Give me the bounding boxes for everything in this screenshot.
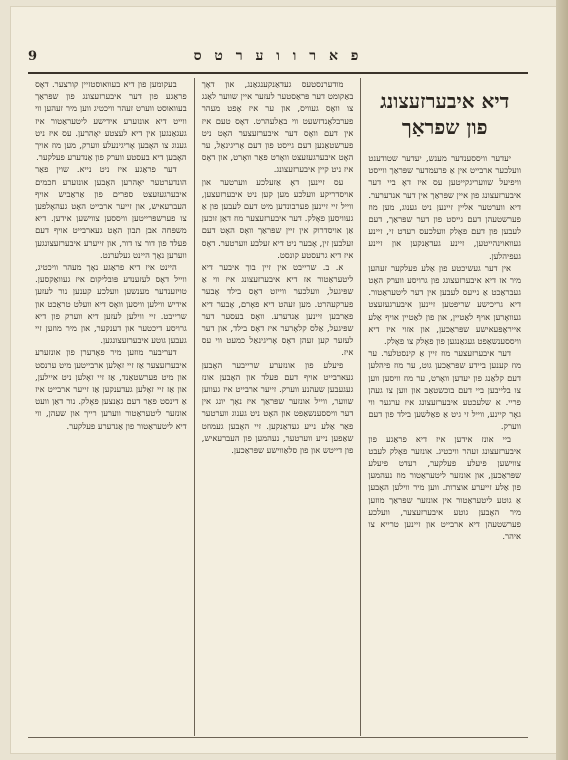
journal-title: פ א ר ו ו ע ר ט ס — [193, 47, 363, 64]
column-2 — [195, 78, 362, 736]
running-header — [28, 44, 528, 68]
paragraph: אין דער געשיכטע פון אַלע פעלקער זעהען מיר אז דיא איבערזעצונג פון גרויסע ווערק האָט געבראַכט אַ נייעס לעבען אין דער ליטעראַטור. דיא גריכישע שריפטען זיינען איבערגעזעצט געוואָרען אויף לאַטיין, און פון לאַטיין אויף אַלע אייראָפּעאישע שפּראַכען, און אזוי איז דיא וויססענשאַפט געגאַנגען פון פאָלק צו פאָלק. — [368, 262, 521, 347]
paragraph: דער איבערזעצער מוז זיין אַ קינסטלער. ער מוז קענען ביידע שפּראַכען גוט, ער מוז פיהלען דעם קלאַנג פון יעדען וואָרט, ער מוז וויסען ווען צו בלייבען ביי דעם בוכשטאַב און ווען צו געהן פריי. א שלעכטע איבערזעצונג איז ערגער ווי גאָר קיינע, ווייל זי גיט אַ פאַלשען בילד פון דעם ווערק. — [368, 348, 521, 432]
paragraph: מודערנסטעס געדאַנקענגאַנג, און דאָך באַקומט דער פּראַסטער לעזער איין שווער לאַנג צו וואָס געוויס, און ער איז אָפט מעהר פערבלאָנדזשעט ווי באַלעהרט. דאָס טעם איז אין דעם וואָס דער איבערזעצער האָט ניט פערשטאַנען דעם גייסט פון דעם אָריגינאַל, ער האָט איבערגעזעצט וואָרט פאַר וואָרט, און דאָס איז ניט קיין איבערזעצונג. — [201, 79, 354, 175]
paragraph: ביי אונז אידען איז דיא פראַגע פון איבערזעצונג זעהר וויכטיג. אונזער פאָלק לעבט צווישען פיעלע פעלקער, רעדט פיעלע שפּראַכען, און אונזער ליטעראַטור מוז נעהמען פון אַלע זייערע אוצרות. ווען מיר ווילען האָבען אַ גוטע ליטעראַטור אין אונזער שפּראַך מוזען מיר האָבען גוטע איבערזעצער, וועלכע פערשטעהן דיא ארבייט און זיינען טרייא צו איהר. — [368, 433, 521, 542]
paragraph: יעדער וויססענדער מענש, יעדער שטודענט וועלכער ארבייט אין אַ פרעמדער שפּראַך ווייסט וויפיעל שוועריגקייטען עס איז דאָ ביי דער איבערזעצונג פון איין שפּראַך אין דער אנדערער. דיא ווערטער אליין זיינען ניט גענוג, מען מוז פערשטעהן דעם גייסט פון דער שפּראַך, דעם לעבען פון דעם פאָלק וועלכעס רעדט זי, זיינע געוואוינהייטען, זיינע געדאַנקען און זיינע געפיהלען. — [368, 153, 521, 261]
paragraph: עס זיינען דאָ אַזעלכע ווערטער און אויסדריקע וועלכע מען קען ניט איבערזעצען, ווייל זיי זיינען פערבונדען מיט דעם לעבען פון אַ געוויסען פאָלק. דער איבערזעצער מוז דאַן זוכען אַן אויסדרוק אין זיין שפּראַך וואָס האָט דעם זעלבען זין, אָבער ניט דיא זעלבע ווערטער. דאָס איז דיא גרעסטע קונסט. — [201, 176, 354, 260]
text-columns — [28, 78, 528, 736]
paragraph: היינט איז דיא פראַגע נאָך מעהר וויכטיג, ווייל דאָס לעזענדע פּובליקום איז געוואַקסען. טויזענדער מענשען וועלכע קענען נור לעזען אידיש ווילען וויסען וואָס דיא וועלט טראַכט און שרייבט. זיי ווילען לעזען דיא ווערק פון דיא גרויסע דיכטער און דענקער, און מיר מוזען זיי געבען גוטע איבערזעצונגען. — [35, 262, 187, 346]
paragraph: בעקומען פון דיא בעוואוסטזיין קורצער. דאָס פראַגע פון דער איבערזעצונג פון שפּראַך בעוואוסט ווערט זעהר וויכטיג ווען מיר זעהען ווי ווייט דיא אונזערע אידישע ליטעראַטור איז געגאַנגען אין דיא לעצטע יאָהרען. עס איז ניט גענוג צו האָבען אָריגינעלע ווערק, מען מוז אויך האָבען דיא בעסטע ווערק פון אַנדערע פעלקער. — [35, 79, 187, 163]
paragraph: א. ב. שרייבט אין זיין בוך איבער דיא ליטעראַטור אז דיא איבערזעצונג איז ווי אַ שפּיגעל, וועלכער ווייזט דאָס בילד אָבער פערקעהרט. מען זעהט דיא פאָרם, אָבער דיא פאַרבען זיינען אַנדערע. וואָס בעסער דער שפּיגעל, אַלס קלאָרער איז דאָס בילד, און דער לעזער קען זעהן דאָס אָריגינאַל כמעט ווי עס איז. — [201, 262, 354, 358]
paragraph: דער פראַגע איז ניט נייא. שוין פאַר הונדערטער יאָהרען האָבען אונזערע חכמים איבערגעזעצט ספרים פון אַראַביש אויף העברעאיש, און זייער ארבייט האָט געהאָלפען צו פערשפּרייטען וויססען צווישען אידען. דיא משפּחה אבן תבון האָט געארבייט אויף דעם פעלד פון דור צו דור, און זייערע איבערזעצונגען ווערען נאָך היינט געלערנט. — [35, 164, 187, 260]
page-number: 9 — [28, 48, 38, 64]
paragraph: פיעלע פון אונזערע שרייבער האָבען געארבייט אויף דעם פעלד און האָבען אונז געגעבען שעהנע ווערק. זייער ארבייט איז געווען שווער, ווייל אונזער שפּראַך איז נאָך יונג אין דער וויססענשאַפט און האָט ניט גענוג ווערטער פאַר אַלע נייע געדאַנקען. זיי האָבען געמוזט שאַפען נייע ווערטער, נעהמען פון העברעאיש, פון דייטש און פון סלאַווישע שפּראַכען. — [201, 359, 354, 456]
paragraph: דעריבער מוזען מיר פאָדערן פון אונזערע איבערזעצער אַז זיי זאָלען ארבייטען מיט ערנסט און מיט פערשטאַנד, אַז זיי זאָלען ניט איילען, און אַז זיי זאָלען געדענקען אַז זייער ארבייט איז אַ דינסט פאַר דעם גאַנצען פאָלק. נור דאַן וועט אונזער ליטעראַטור ווערען רייך און שעהן, ווי דיא ליטעראַטור פון אַנדערע פעלקער. — [35, 347, 187, 431]
article-title: דיא איבערזעצונג פון שפראַך — [380, 89, 510, 139]
book-spine — [556, 0, 568, 760]
column-3 — [28, 78, 195, 736]
header-rule — [28, 72, 528, 74]
column-1 — [361, 78, 528, 736]
footer-rule — [28, 737, 528, 738]
